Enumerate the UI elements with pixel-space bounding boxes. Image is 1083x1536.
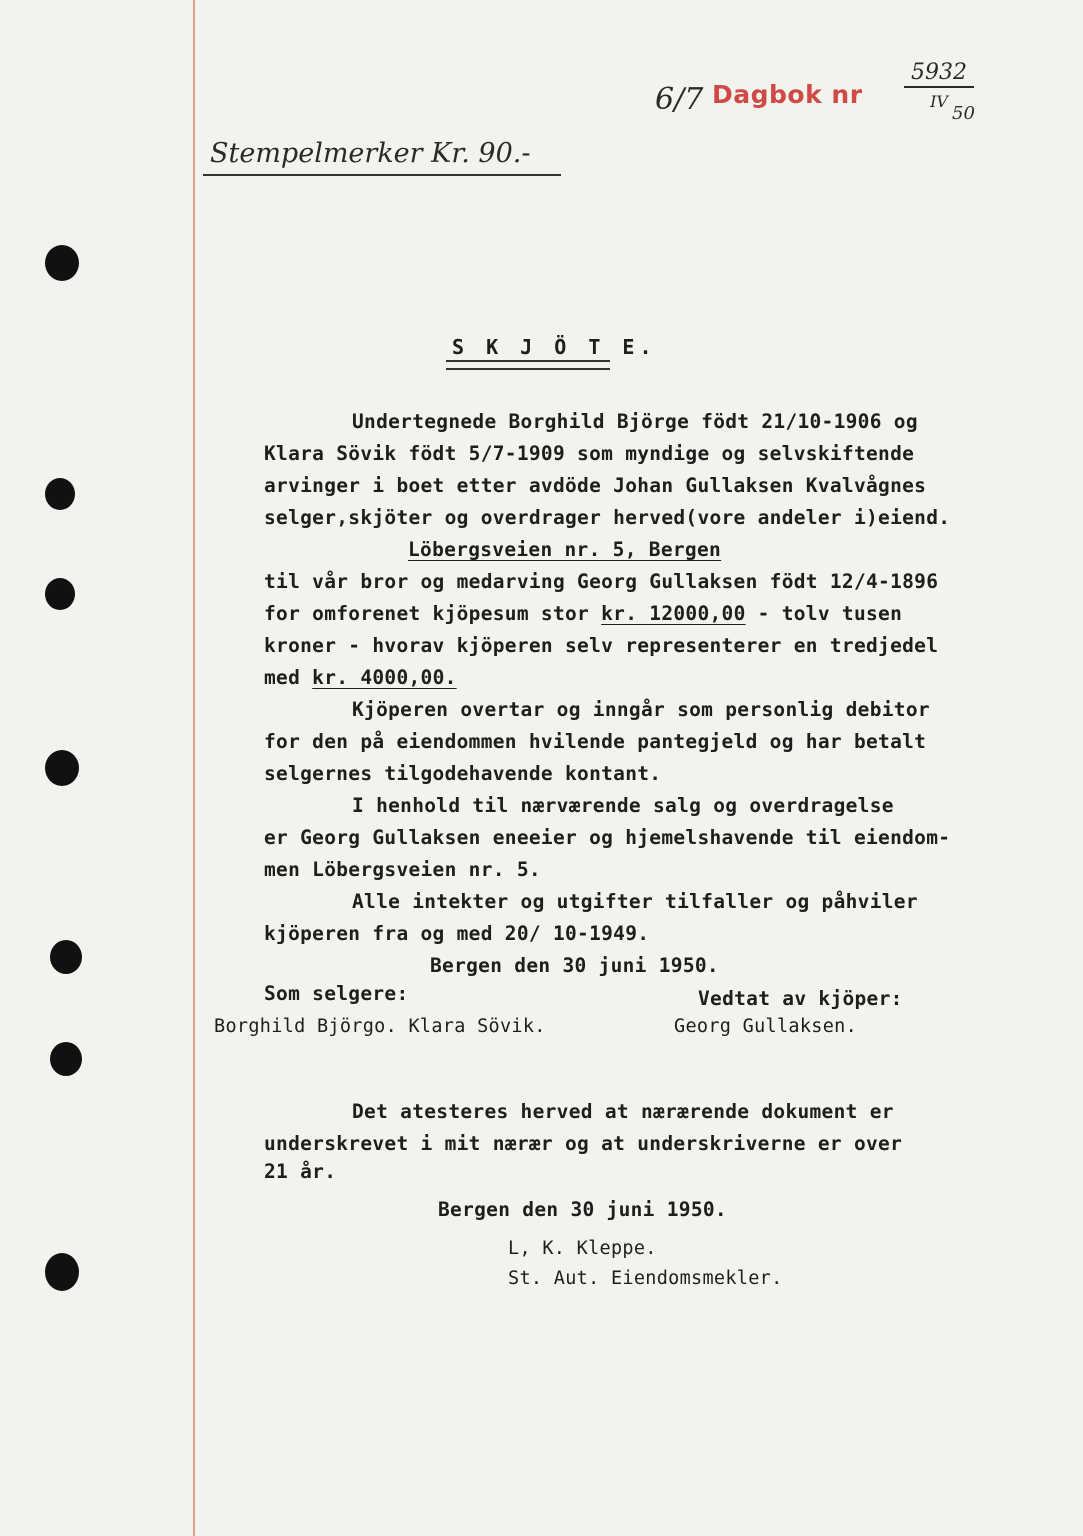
attest-line: underskrevet i mit nærær og at underskriverne er over [264, 1132, 903, 1155]
punch-hole [50, 1042, 82, 1076]
body-line: Kjöperen overtar og inngår som personlig debitor [352, 698, 930, 721]
handwritten-date: 6/7 [655, 82, 704, 117]
number-top: 5932 [911, 60, 967, 85]
body-line: selgernes tilgodehavende kontant. [264, 762, 662, 785]
body-line: er Georg Gullaksen eneeier og hjemelshavende til eiendom- [264, 826, 951, 849]
buyer-label: Vedtat av kjöper: [698, 987, 903, 1010]
body-line: selger,skjöter og overdrager herved(vore andeler i)eiend. [264, 506, 951, 529]
number-divider [904, 86, 974, 88]
attest-date: Bergen den 30 juni 1950. [438, 1198, 727, 1221]
agent-name: L, K. Kleppe. [508, 1238, 657, 1259]
punch-hole [45, 245, 79, 281]
dagbok-stamp: Dagbok nr [712, 80, 863, 109]
body-line: til vår bror og medarving Georg Gullaksen födt 12/4-1896 [264, 570, 939, 593]
body-line [264, 666, 457, 689]
price-amount: kr. 12000,00 [601, 602, 746, 625]
share-text: med [264, 666, 313, 689]
handwritten-year: 50 [952, 103, 975, 124]
body-line: Bergen den 30 juni 1950. [430, 954, 719, 977]
share-amount: kr. 4000,00. [312, 666, 457, 689]
attest-line: Det atesteres herved at nærærende dokument er [352, 1100, 894, 1123]
punch-hole [50, 940, 82, 974]
property-address: Löbergsveien nr. 5, Bergen [408, 538, 722, 561]
title-double-underline [446, 360, 610, 370]
stempel-underline [203, 174, 561, 176]
body-line: Klara Sövik födt 5/7-1909 som myndige og selvskiftende [264, 442, 915, 465]
punch-hole [45, 1253, 79, 1291]
number-bottom: IV [930, 92, 948, 111]
body-line: kjöperen fra og med 20/ 10-1949. [264, 922, 650, 945]
body-line: kroner - hvorav kjöperen selv representerer en tredjedel [264, 634, 939, 657]
body-line: I henhold til nærværende salg og overdragelse [352, 794, 894, 817]
sellers-names: Borghild Björgo. Klara Sövik. [214, 1016, 546, 1037]
punch-hole [45, 578, 75, 610]
attest-line: 21 år. [264, 1160, 337, 1183]
body-line: Undertegnede Borghild Björge födt 21/10-1906 og [352, 410, 918, 433]
punch-hole [45, 750, 79, 786]
document-title: S K J Ö T E. [452, 335, 657, 359]
body-line: men Löbergsveien nr. 5. [264, 858, 541, 881]
sellers-label: Som selgere: [264, 982, 409, 1005]
stempel-note: Stempelmerker Kr. 90.- [210, 138, 531, 169]
body-line: arvinger i boet etter avdöde Johan Gullaksen Kvalvågnes [264, 474, 927, 497]
agent-title: St. Aut. Eiendomsmekler. [508, 1268, 783, 1289]
buyer-name: Georg Gullaksen. [674, 1016, 858, 1037]
price-words: - tolv tusen [745, 602, 903, 625]
price-text: for omforenet kjöpesum stor [264, 602, 602, 625]
body-line [264, 602, 902, 625]
body-line: Alle intekter og utgifter tilfaller og påhviler [352, 890, 918, 913]
body-line: for den på eiendommen hvilende pantegjeld og har betalt [264, 730, 927, 753]
punch-hole [45, 478, 75, 510]
margin-line [193, 0, 195, 1536]
